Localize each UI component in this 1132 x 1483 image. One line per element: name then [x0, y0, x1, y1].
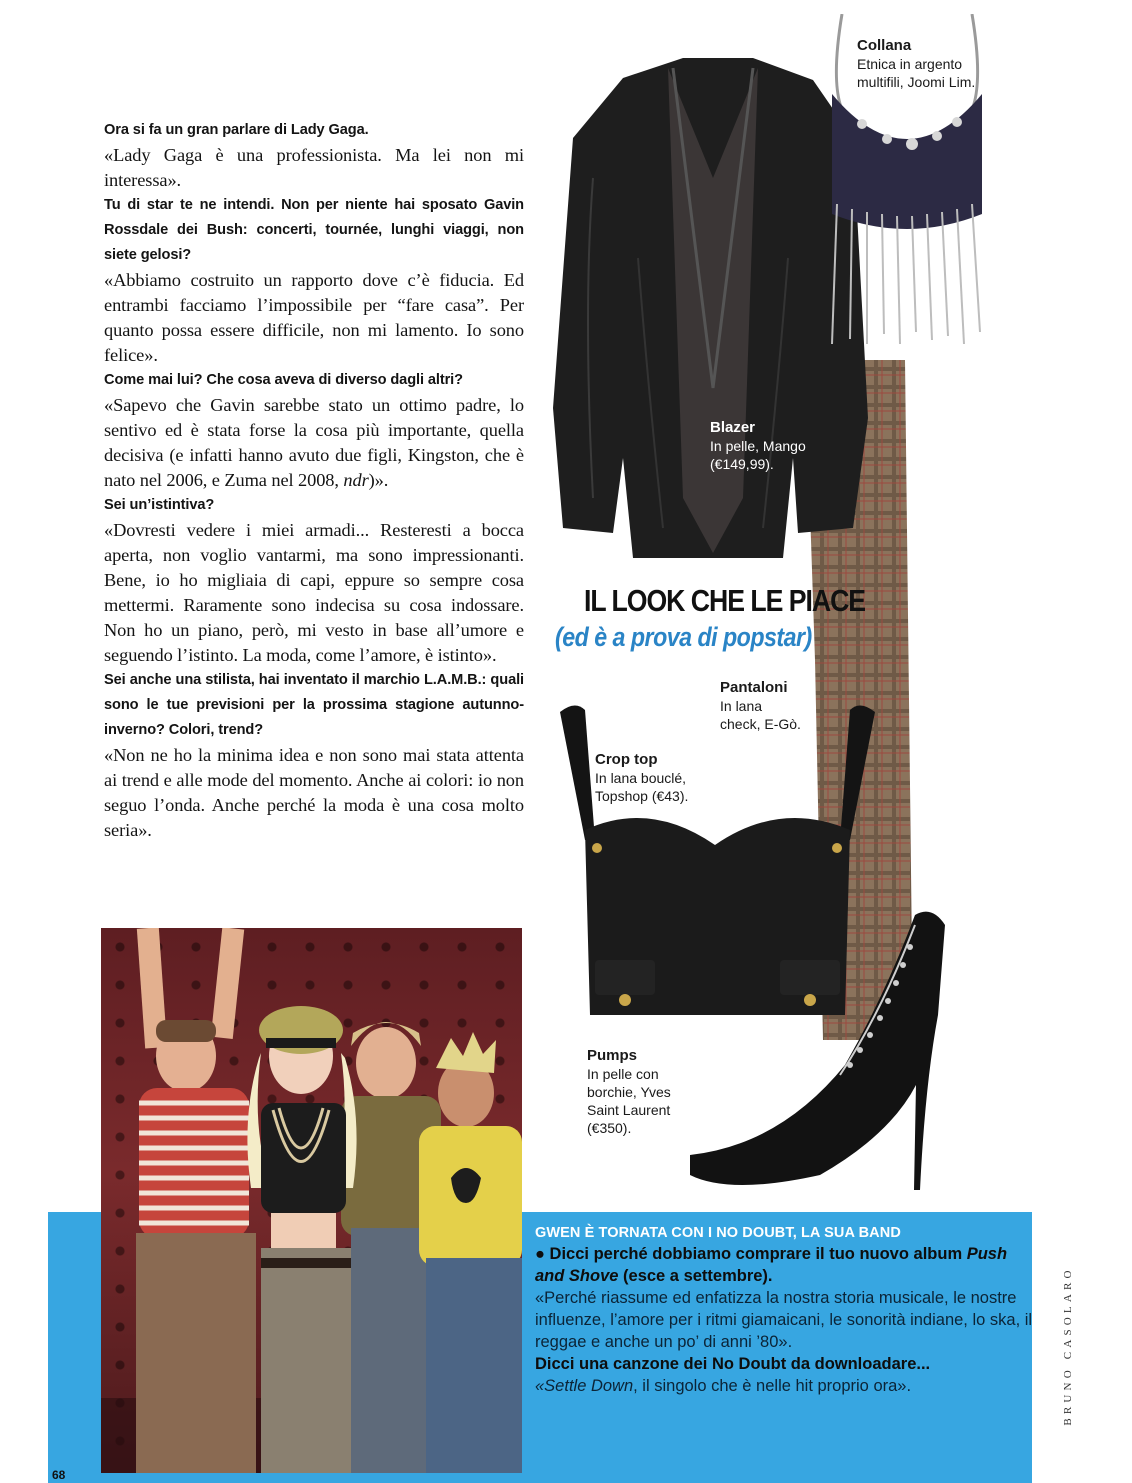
box-answer-1: «Perché riassume ed enfatizza la nostra storia musicale, le nostre influenze, l’amore per i ritmi giamaicani, le sonorità indiane, lo ska, il reggae e anche un po’ di anni ’80».	[535, 1289, 1033, 1351]
blazer-desc-2: (€149,99).	[710, 456, 774, 472]
look-title: IL LOOK CHE LE PIACE	[584, 583, 866, 618]
look-subtitle: (ed è a prova di popstar)	[555, 622, 812, 652]
pumps-desc-4: (€350).	[587, 1120, 632, 1136]
band-members-illustration	[101, 928, 522, 1473]
answer-3-end: )».	[368, 470, 389, 490]
box-question-1-prefix: ● Dicci perché dobbiamo comprare il tuo nuovo album	[535, 1245, 967, 1263]
band-photo	[101, 928, 522, 1473]
box-question-2: Dicci una canzone dei No Doubt da downloadare...	[535, 1355, 931, 1373]
question-1: Ora si fa un gran parlare di Lady Gaga.	[104, 122, 369, 138]
photo-credit-text: BRUNO CASOLARO	[1062, 1266, 1074, 1426]
pumps-desc-2: borchie, Yves	[587, 1084, 671, 1100]
question-2: Tu di star te ne intendi. Non per niente hai sposato Gavin Rossdale dei Bush: concerti, tournée, lunghi viaggi, non siete gelosi?	[104, 197, 524, 263]
answer-3	[104, 393, 524, 493]
pumps-desc-1: In pelle con	[587, 1066, 659, 1082]
crop-top-label	[595, 751, 688, 805]
answer-3-ndr: ndr	[343, 470, 369, 490]
box-album-title: Push and Shove	[535, 1245, 1008, 1285]
box-question-1-suffix: (esce a settembre).	[618, 1267, 773, 1285]
pumps-label	[587, 1047, 671, 1137]
box-question-1	[535, 1243, 1035, 1287]
pumps-name: Pumps	[587, 1047, 638, 1064]
box-answer-2	[535, 1375, 1035, 1397]
collana-name: Collana	[857, 37, 912, 54]
pumps-image	[670, 885, 960, 1195]
pantaloni-desc-2: check, E-Gò.	[720, 716, 801, 732]
photo-credit	[1062, 1216, 1078, 1476]
crop-top-name: Crop top	[595, 751, 658, 768]
blazer-label	[710, 419, 806, 473]
pantaloni-name: Pantaloni	[720, 679, 788, 696]
answer-1: «Lady Gaga è una professionista. Ma lei non mi interessa».	[104, 145, 524, 190]
collana-desc-1: Etnica in argento	[857, 56, 963, 72]
answer-4: «Dovresti vedere i miei armadi... Resteresti a bocca aperta, non voglio vantarmi, ma sono impressionanti. Bene, io ho migliaia di capi, eppure so sempre cosa mettermi. Raramente sono indecisa su cosa indossare. Non ho un piano, però, mi vesto in base all’umore e seguendo l’istinto. La moda, come l’amore, è istinto».	[104, 520, 524, 665]
pantaloni-label	[720, 679, 801, 733]
band-member-yellow-shirt	[419, 1032, 522, 1473]
box-answer-2-rest: , il singolo che è nelle hit proprio ora».	[633, 1377, 912, 1395]
answer-5: «Non ne ho la minima idea e non sono mai stata attenta ai trend e alle mode del momento. Anche ai colori: io non seguo l’onda. Anche perché la moda è una cosa molto seria».	[104, 745, 524, 840]
gwen-stefani	[247, 1006, 356, 1473]
pantaloni-desc-1: In lana	[720, 698, 763, 714]
crop-top-desc-2: Topshop (€43).	[595, 788, 689, 804]
question-3: Come mai lui? Che cosa aveva di diverso dagli altri?	[104, 372, 463, 388]
band-member-left	[136, 928, 256, 1473]
answer-2: «Abbiamo costruito un rapporto dove c’è fiducia. Ed entrambi facciamo l’impossibile per “fare casa”. Per quanto possa essere difficile, non mi lamento. Io sono felice».	[104, 270, 524, 365]
crop-top-desc-1: In lana bouclé,	[595, 770, 687, 786]
page-number: 68	[52, 1468, 66, 1482]
pumps-desc-3: Saint Laurent	[587, 1102, 671, 1118]
box-heading: GWEN È TORNATA CON I NO DOUBT, LA SUA BAND	[535, 1225, 901, 1241]
question-4: Sei un’istintiva?	[104, 497, 215, 513]
collana-desc-2: multifili, Joomi Lim.	[857, 74, 976, 90]
blazer-desc-1: In pelle, Mango	[710, 438, 806, 454]
blazer-name: Blazer	[710, 419, 756, 436]
collana-label	[857, 37, 975, 91]
interview-text	[104, 118, 524, 843]
question-5: Sei anche una stilista, hai inventato il marchio L.A.M.B.: quali sono le tue previsioni per la prossima stagione autunno-inverno? Colori, trend?	[104, 672, 524, 738]
answer-3-text: «Sapevo che Gavin sarebbe stato un ottimo padre, lo sentivo ed è stata forse la cosa più importante, quella decisiva (e infatti hanno avuto due figli, Kingston, che è nato nel 2006, e Zuma nel 2008,	[104, 395, 524, 490]
box-song-title: «Settle Down	[535, 1377, 634, 1395]
no-doubt-box-text	[535, 1223, 1035, 1397]
